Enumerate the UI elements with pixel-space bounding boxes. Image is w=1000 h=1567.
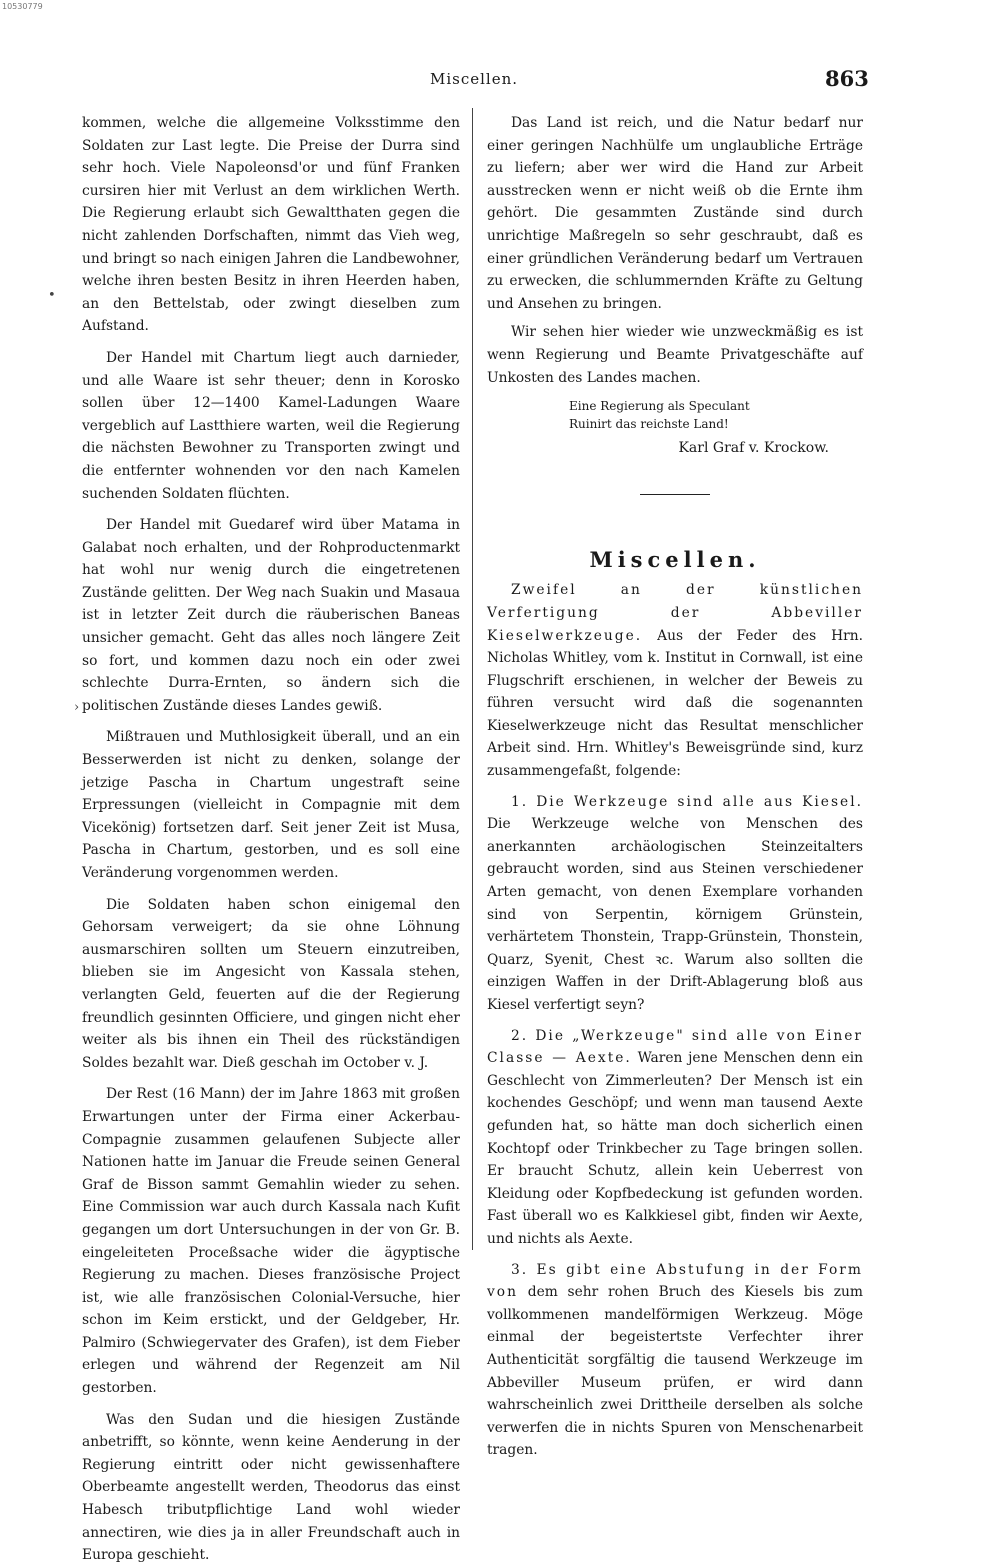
point-text: Die Werkzeuge welche von Menschen des anerkannten archäologischen Steinzeitalters gebraucht worden, sind aus Steinen verschiedener Arten gemacht, von denen Exemplare vorhanden sind von Serpentin, körnigem Grünstein, verhärtetem Thonstein, Trapp-Grünstein, Thonstein, Quarz, Syenit, Chest ꝛc. Warum also sollten die einzigen Waffen in der Drift-Ablagerung bloß aus Kiesel verfertigt seyn? — [487, 816, 863, 1013]
running-title: Miscellen. — [430, 70, 519, 88]
paragraph: Der Handel mit Guedaref wird über Matama in Galabat noch erhalten, und der Rohproductenmarkt hat wohl nur wenig durch die eingetretenen Zustände gelitten. Der Weg nach Suakin und Masaua ist in letzter Zeit durch die räuberischen Baneas unsicher gemacht. Geht das alles noch längere Zeit so fort, und kommen dazu noch ein oder zwei schlechte Durra-Ernten, so ändern sich die politischen Zustände dieses Landes gewiß. — [82, 517, 460, 714]
paragraph: Das Land ist reich, und die Natur bedarf nur einer geringen Nachhülfe um unglaubliche Erträge zu liefern; aber wer wird die Hand zur Arbeit ausstrecken wenn er nicht weiß ob die Ernte ihm gehört. Die gesammten Zustände sind durch unrichtige Maßregeln so sehr geschraubt, daß es einer gründlichen Veränderung bedarf um Vertrauen zu erwecken, die schlummernden Kräfte zu Geltung und Ansehen zu bringen. — [487, 115, 863, 312]
point-text: dem sehr rohen Bruch des Kiesels bis zum vollkommenen mandelförmigen Werkzeug. Möge einmal der begeistertste Verfechter ihrer Authenticität sorgfältig die tausend Werkzeuge im Abbeviller Museum prüfen, er wird dann wahrscheinlich zwei Drittheile derselben als solche verwerfen die in nichts Spuren von Menschenarbeit tragen. — [487, 1284, 863, 1459]
right-column — [487, 112, 863, 1462]
point-lead: 3. Es gibt eine Abstufung in der Form von — [487, 1261, 863, 1301]
paragraph: Was den Sudan und die hiesigen Zustände anbetrifft, so könnte, wenn keine Aenderung in der Regierung eintritt oder nicht gewissenhaftere Oberbeamte angestellt werden, Theodorus das einst Habesch tributpflichtige Land wohl wieder annectiren, wie dies ja in aller Freundschaft auch in Europa geschieht. — [82, 1411, 460, 1564]
paragraph: Mißtrauen und Muthlosigkeit überall, und an ein Besserwerden ist nicht zu denken, solange der jetzige Pascha in Chartum ungestraft seine Erpressungen (vielleicht in Compagnie mit dem Vicekönig) fortsetzen darf. Seit jener Zeit ist Musa, Pascha in Chartum, gestorben, und es soll eine Veränderung vorgenommen werden. — [82, 729, 460, 881]
article-intro — [487, 579, 863, 782]
point-text: Waren jene Menschen denn ein Geschlecht von Zimmerleuten? Der Mensch ist ein kochendes Geschöpf; und wenn man tausend Aexte gefunden hat, so hätte man doch sicherlich einen Kochtopf oder Trinkbecher zu Tage bringen sollen. Er braucht Schutz, allein kein Ueberrest von Kleidung oder Kopfbedeckung ist gefunden worden. Fast überall wo es Kalkkiesel gibt, finden wir Aexte, und nichts als Aexte. — [487, 1050, 864, 1247]
column-divider — [472, 108, 473, 1250]
motto-line: Eine Regierung als Speculant — [569, 399, 750, 414]
point-lead: 2. Die „Werkzeuge" sind alle von Einer Classe — Aexte. — [487, 1027, 863, 1067]
article-intro-text: Aus der Feder des Hrn. Nicholas Whitley, vom k. Institut in Cornwall, ist eine Flugschrift erschienen, in welcher der Beweis zu führen versucht wird daß die sogenannten Kieselwerkzeuge nicht das Resultat menschlicher Arbeit sind. Hrn. Whitley's Beweisgründe sind, kurz zusammengefaßt, folgende: — [487, 627, 863, 780]
section-rule — [640, 494, 710, 495]
margin-mark: › — [74, 700, 80, 715]
margin-mark: • — [48, 288, 56, 303]
motto-line: Ruinirt das reichste Land! — [569, 417, 729, 432]
page-id-stamp: 10530779 — [2, 2, 43, 11]
paragraph: Der Handel mit Chartum liegt auch darnieder, und alle Waare ist sehr theuer; denn in Korosko sollen über 12—1400 Kamel-Ladungen Waare vergeblich auf Lastthiere warten, weil die Regierung die nächsten Bewohner zu Transporten zwingt und die entfernter wohnenden vor den nach Kamelen suchenden Soldaten flüchten. — [82, 349, 460, 502]
point-1 — [487, 791, 863, 1017]
article-title: Zweifel an der künstlichen Verfertigung der Abbeviller Kieselwerkzeuge. — [487, 582, 863, 644]
left-column — [82, 112, 460, 1567]
paragraph: Die Soldaten haben schon einigemal den Gehorsam verweigert; da sie ohne Löhnung ausmarschiren sollten um Steuern einzutreiben, blieben sie im Angesicht von Kassala stehen, verlangten Geld, feuerten auf die der Regierung freundlich gesinnten Officiere, und gingen nicht eher weiter als bis ihnen ein Theil des rückständigen Soldes bezahlt war. Dieß geschah im October v. J. — [82, 896, 460, 1071]
motto — [487, 397, 863, 433]
paragraph: Wir sehen hier wieder wie unzweckmäßig es ist wenn Regierung und Beamte Privatgeschäfte auf Unkosten des Landes machen. — [487, 324, 863, 386]
paragraph: Der Rest (16 Mann) der im Jahre 1863 mit großen Erwartungen unter der Firma einer Ackerbau-Compagnie zusammen gelaufenen Subjecte aller Nationen hatte im Januar die Freude seinen General Graf de Bisson sammt Gemahlin wieder zu sehen. Eine Commission war auch durch Kassala nach Kufit gegangen um dort Untersuchungen in der von Gr. B. eingeleiteten Proceßsache wider die ägyptische Regierung zu machen. Dieses französische Project ist, wie alle französischen Colonial-Versuche, hier schon im Keim erstickt, und der Geldgeber, Hr. Palmiro (Schwiegervater des Grafen), ist dem Fieber erlegen und während der Regenzeit am Nil gestorben. — [82, 1086, 460, 1397]
paragraph: kommen, welche die allgemeine Volksstimme den Soldaten zur Last legte. Die Preise der Durra sind sehr hoch. Viele Napoleonsd'or und fünf Franken cursiren hier mit Verlust an dem wirklichen Werth. Die Regierung erlaubt sich Gewaltthaten gegen die nicht zahlenden Dorfschaften, nimmt das Vieh weg, und bringt so nach einigen Jahren die Landbewohner, welche ihren besten Besitz in ihren Heerden haben, an den Bettelstab, oder zwingt dieselben zum Aufstand. — [82, 115, 460, 335]
point-3 — [487, 1259, 863, 1462]
point-2 — [487, 1025, 863, 1251]
signature: Karl Graf v. Krockow. — [678, 440, 829, 457]
point-lead: 1. Die Werkzeuge sind alle aus Kiesel. — [511, 793, 863, 810]
page-number: 863 — [825, 66, 869, 91]
section-heading: Miscellen. — [589, 546, 761, 572]
